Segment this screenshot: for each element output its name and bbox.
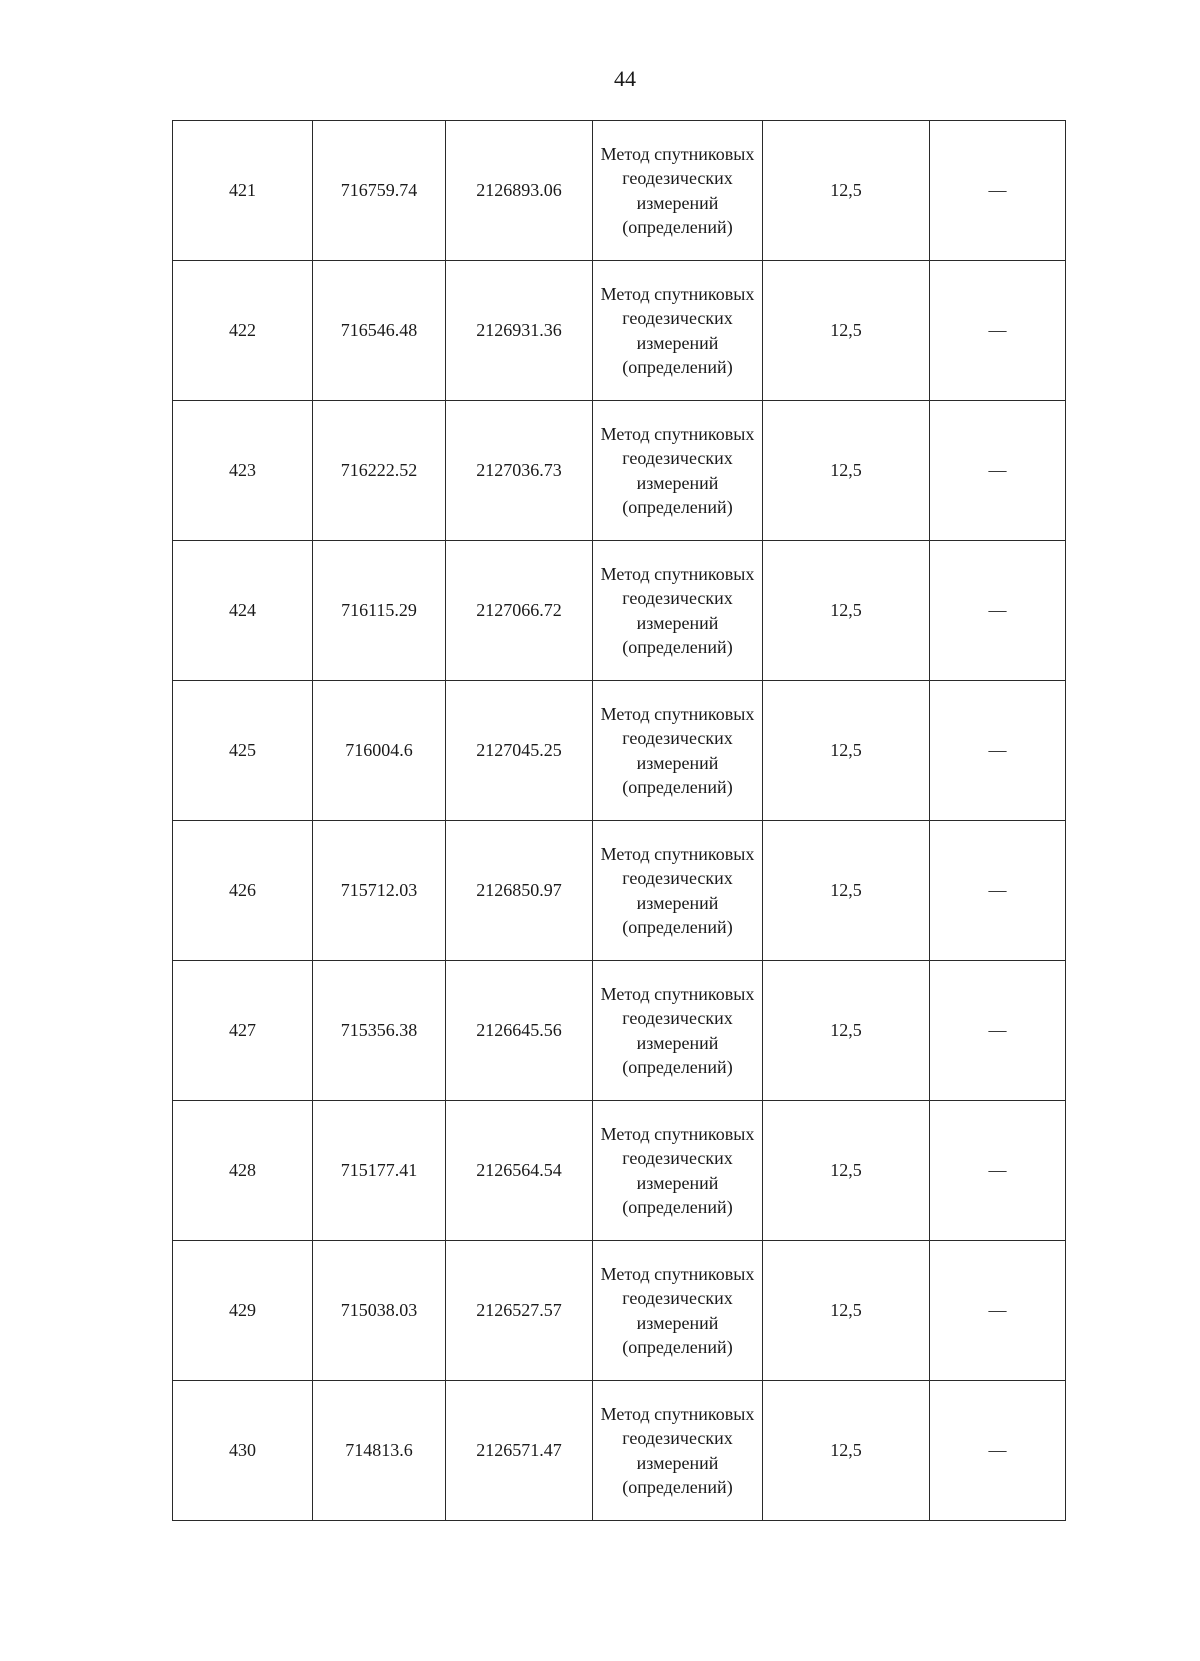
method-cell: Метод спутниковых геодезических измерений (определений) (593, 1241, 763, 1381)
y-coordinate-cell: 2126931.36 (446, 261, 593, 401)
y-coordinate-cell: 2127036.73 (446, 401, 593, 541)
accuracy-cell: 12,5 (763, 681, 930, 821)
method-cell: Метод спутниковых геодезических измерений (определений) (593, 401, 763, 541)
table-row (173, 1101, 1066, 1241)
description-cell: — (930, 1381, 1066, 1521)
point-number-cell: 426 (173, 821, 313, 961)
x-coordinate-cell: 716222.52 (313, 401, 446, 541)
y-coordinate-cell: 2126571.47 (446, 1381, 593, 1521)
table-row (173, 401, 1066, 541)
accuracy-cell: 12,5 (763, 1381, 930, 1521)
accuracy-cell: 12,5 (763, 401, 930, 541)
description-cell: — (930, 401, 1066, 541)
accuracy-cell: 12,5 (763, 121, 930, 261)
accuracy-cell: 12,5 (763, 261, 930, 401)
point-number-cell: 423 (173, 401, 313, 541)
table-row (173, 1381, 1066, 1521)
point-number-cell: 424 (173, 541, 313, 681)
accuracy-cell: 12,5 (763, 1101, 930, 1241)
description-cell: — (930, 821, 1066, 961)
point-number-cell: 425 (173, 681, 313, 821)
y-coordinate-cell: 2126564.54 (446, 1101, 593, 1241)
table-row (173, 961, 1066, 1101)
y-coordinate-cell: 2126850.97 (446, 821, 593, 961)
x-coordinate-cell: 716546.48 (313, 261, 446, 401)
accuracy-cell: 12,5 (763, 821, 930, 961)
point-number-cell: 421 (173, 121, 313, 261)
point-number-cell: 428 (173, 1101, 313, 1241)
table-row (173, 121, 1066, 261)
description-cell: — (930, 961, 1066, 1101)
accuracy-cell: 12,5 (763, 1241, 930, 1381)
point-number-cell: 427 (173, 961, 313, 1101)
description-cell: — (930, 1241, 1066, 1381)
description-cell: — (930, 261, 1066, 401)
x-coordinate-cell: 715712.03 (313, 821, 446, 961)
description-cell: — (930, 541, 1066, 681)
y-coordinate-cell: 2127066.72 (446, 541, 593, 681)
table-row (173, 541, 1066, 681)
x-coordinate-cell: 716004.6 (313, 681, 446, 821)
page-number: 44 (614, 66, 636, 91)
point-number-cell: 422 (173, 261, 313, 401)
table-row (173, 261, 1066, 401)
table-row (173, 821, 1066, 961)
x-coordinate-cell: 715177.41 (313, 1101, 446, 1241)
y-coordinate-cell: 2126893.06 (446, 121, 593, 261)
x-coordinate-cell: 714813.6 (313, 1381, 446, 1521)
description-cell: — (930, 681, 1066, 821)
x-coordinate-cell: 716115.29 (313, 541, 446, 681)
y-coordinate-cell: 2127045.25 (446, 681, 593, 821)
x-coordinate-cell: 715038.03 (313, 1241, 446, 1381)
method-cell: Метод спутниковых геодезических измерений (определений) (593, 261, 763, 401)
table-row (173, 681, 1066, 821)
description-cell: — (930, 1101, 1066, 1241)
point-number-cell: 429 (173, 1241, 313, 1381)
x-coordinate-cell: 715356.38 (313, 961, 446, 1101)
method-cell: Метод спутниковых геодезических измерений (определений) (593, 821, 763, 961)
point-number-cell: 430 (173, 1381, 313, 1521)
y-coordinate-cell: 2126527.57 (446, 1241, 593, 1381)
accuracy-cell: 12,5 (763, 541, 930, 681)
description-cell: — (930, 121, 1066, 261)
accuracy-cell: 12,5 (763, 961, 930, 1101)
method-cell: Метод спутниковых геодезических измерений (определений) (593, 121, 763, 261)
method-cell: Метод спутниковых геодезических измерений (определений) (593, 1381, 763, 1521)
method-cell: Метод спутниковых геодезических измерений (определений) (593, 681, 763, 821)
coordinates-table (172, 120, 1066, 1521)
y-coordinate-cell: 2126645.56 (446, 961, 593, 1101)
x-coordinate-cell: 716759.74 (313, 121, 446, 261)
table-row (173, 1241, 1066, 1381)
method-cell: Метод спутниковых геодезических измерений (определений) (593, 1101, 763, 1241)
method-cell: Метод спутниковых геодезических измерений (определений) (593, 541, 763, 681)
method-cell: Метод спутниковых геодезических измерений (определений) (593, 961, 763, 1101)
